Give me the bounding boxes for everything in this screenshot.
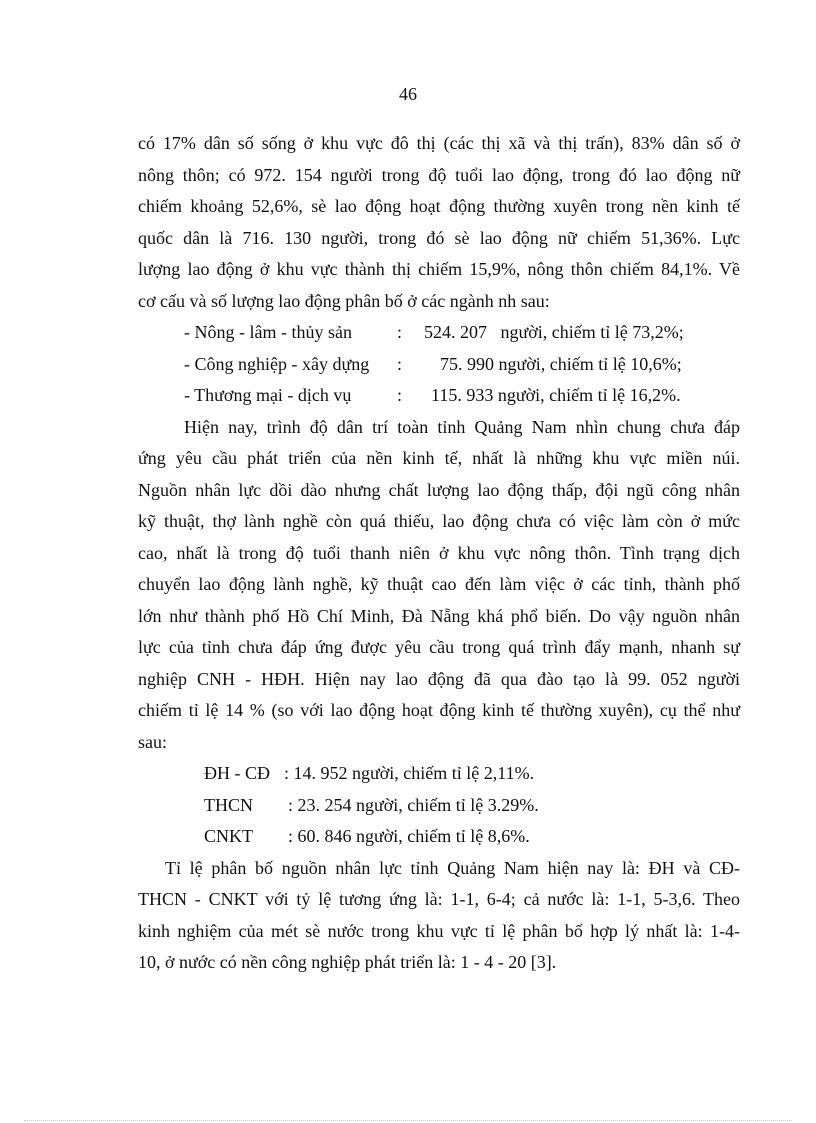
sector-value: 524. 207 người, chiếm tỉ lệ 73,2%; [424, 322, 684, 342]
training-row [138, 821, 740, 853]
page-bottom-divider [24, 1120, 792, 1121]
text-line: nông thôn; có 972. 154 người trong độ tuổi lao động, trong đó lao động nữ [138, 164, 740, 185]
sector-row [138, 380, 740, 412]
text-line: kinh nghiệm của mét sè nước trong khu vực tỉ lệ phân bố hợp lý nhất là: 1-4- [138, 920, 740, 941]
training-value: : 60. 846 người, chiếm tỉ lệ 8,6%. [288, 826, 530, 846]
text-line: lớn như thành phố Hồ Chí Minh, Đà Nẵng khá phổ biến. Do vậy nguồn nhân [138, 605, 740, 626]
text-line: lượng lao động ở khu vực thành thị chiếm 15,9%, nông thôn chiếm 84,1%. Về [138, 259, 740, 279]
sector-name: - Nông - lâm - thủy sản [184, 322, 352, 342]
training-label: ĐH - CĐ [204, 763, 270, 783]
text-line: chiếm tỉ lệ 14 % (so với lao động hoạt động kinh tế thường xuyên), cụ thể như [138, 700, 740, 720]
sector-sep: : [397, 353, 403, 374]
text-line: ứng yêu cầu phát triển của nền kinh tế, nhất là những khu vực miền núi. [138, 448, 740, 468]
page-number: 46 [399, 84, 417, 104]
text-line: chiếm khoảng 52,6%, sè lao động hoạt động thường xuyên trong nền kinh tế [138, 196, 740, 216]
sector-row [138, 349, 740, 381]
text-line: có 17% dân số sống ở khu vực đô thị (các thị xã và thị trấn), 83% dân số ở [138, 133, 740, 153]
text-line: nghiệp CNH - HĐH. Hiện nay lao động đã qua đào tạo là 99. 052 người [138, 668, 740, 689]
text-line: 10, ở nước có nền công nghiệp phát triển là: 1 - 4 - 20 [3]. [138, 952, 557, 972]
sector-sep: : [397, 385, 403, 405]
text-line: Nguồn nhân lực dồi dào nhưng chất lượng lao động thấp, đội ngũ công nhân [138, 479, 740, 500]
text-line: sau: [138, 731, 167, 752]
sector-value: 75. 990 người, chiếm tỉ lệ 10,6%; [440, 353, 682, 374]
training-label: THCN [204, 794, 253, 815]
text-line: cơ cấu và số lượng lao động phân bố ở các ngành nh sau: [138, 290, 550, 311]
sector-name: - Công nghiệp - xây dựng [184, 353, 370, 374]
text-line: THCN - CNKT với tỷ lệ tương ứng là: 1-1, 6-4; cả nước là: 1-1, 5-3,6. Theo [138, 889, 740, 909]
text-line: quốc dân là 716. 130 người, trong đó sè lao động nữ chiếm 51,36%. Lực [138, 227, 740, 248]
sector-sep: : [397, 322, 403, 342]
training-value: : 23. 254 người, chiếm tỉ lệ 3.29%. [288, 794, 539, 815]
text-line: cao, nhất là trong độ tuổi thanh niên ở khu vực nông thôn. Tình trạng dịch [138, 542, 740, 563]
training-label: CNKT [204, 826, 253, 846]
sector-row [138, 317, 740, 349]
text-line: kỹ thuật, thợ lành nghề còn quá thiếu, lao động chưa có việc làm còn ở mức [138, 511, 740, 531]
body-text [138, 128, 740, 979]
training-row [138, 758, 740, 790]
training-value: : 14. 952 người, chiếm tỉ lệ 2,11%. [284, 763, 535, 783]
text-line: chuyển lao động lành nghề, kỹ thuật cao đến làm việc ở các tỉnh, thành phố [138, 574, 740, 594]
text-line: Tỉ lệ phân bố nguồn nhân lực tỉnh Quảng Nam hiện nay là: ĐH và CĐ- [165, 857, 740, 878]
text-line: lực của tỉnh chưa đáp ứng được yêu cầu trong quá trình đẩy mạnh, nhanh sự [138, 637, 740, 657]
sector-name: - Thương mại - dịch vụ [184, 385, 352, 405]
sector-value: 115. 933 người, chiếm tỉ lệ 16,2%. [431, 385, 681, 405]
training-row [138, 790, 740, 822]
text-line: Hiện nay, trình độ dân trí toàn tỉnh Quảng Nam nhìn chung chưa đáp [184, 416, 740, 437]
